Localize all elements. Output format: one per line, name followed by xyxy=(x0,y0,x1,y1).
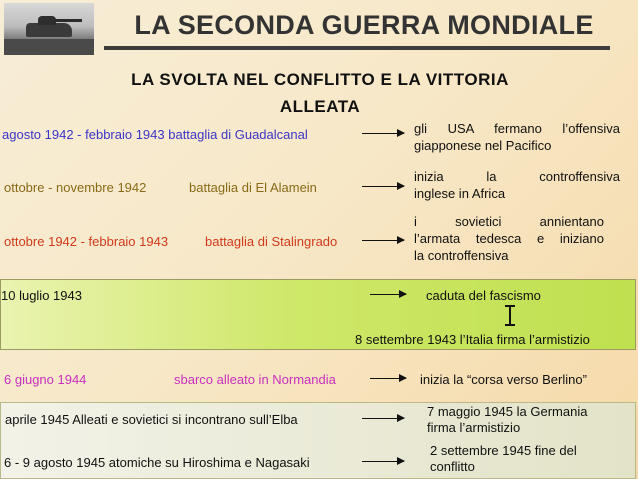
result-elba-line2: firma l’armistizio xyxy=(427,420,521,435)
arrow-guadalcanal xyxy=(362,133,404,134)
result-atomiche-line2: conflitto xyxy=(430,459,475,474)
subtitle-line-1: LA SVOLTA NEL CONFLITTO E LA VITTORIA xyxy=(131,70,509,89)
result-atomiche-line1: 2 settembre 1945 fine del xyxy=(430,443,577,458)
title-underline xyxy=(104,46,610,50)
event-atomiche: 6 - 9 agosto 1945 atomiche su Hiroshima e Nagasaki xyxy=(4,455,310,470)
event-guadalcanal: agosto 1942 - febbraio 1943 battaglia di Guadalcanal xyxy=(2,127,308,142)
result-stalingrado-line2: l’armata tedesca e iniziano xyxy=(414,231,604,246)
armistizio-italia: 8 settembre 1943 l’Italia firma l’armistizio xyxy=(355,332,590,347)
arrow-fascismo xyxy=(370,294,406,295)
page-title: LA SECONDA GUERRA MONDIALE xyxy=(134,10,594,40)
result-stalingrado-line1: i sovietici annientano xyxy=(414,214,604,229)
arrow-atomiche xyxy=(362,461,404,462)
result-normandia: inizia la “corsa verso Berlino” xyxy=(420,372,587,387)
event-normandia: sbarco alleato in Normandia xyxy=(174,372,336,387)
result-elba-line1: 7 maggio 1945 la Germania xyxy=(427,404,588,419)
battle-alamein: battaglia di El Alamein xyxy=(189,180,317,195)
connector-fascismo-armistizio xyxy=(509,305,511,326)
result-guadalcanal-line2: giapponese nel Pacifico xyxy=(414,138,552,153)
date-fascismo: 10 luglio 1943 xyxy=(1,288,82,303)
result-alamein-line2: inglese in Africa xyxy=(414,186,506,201)
result-guadalcanal-line1: gli USA fermano l’offensiva xyxy=(414,121,620,136)
result-stalingrado-line3: la controffensiva xyxy=(414,248,509,263)
date-normandia: 6 giugno 1944 xyxy=(4,372,87,387)
page-subtitle xyxy=(40,66,600,120)
result-fascismo: caduta del fascismo xyxy=(426,288,541,303)
arrow-elba xyxy=(362,418,404,419)
war-photo xyxy=(4,3,94,55)
arrow-normandia xyxy=(370,378,406,379)
battle-stalingrado: battaglia di Stalingrado xyxy=(205,234,338,249)
date-alamein: ottobre - novembre 1942 xyxy=(4,180,147,195)
event-elba: aprile 1945 Alleati e sovietici si incontrano sull’Elba xyxy=(5,412,298,427)
result-alamein-line1: inizia la controffensiva xyxy=(414,169,620,184)
date-stalingrado: ottobre 1942 - febbraio 1943 xyxy=(4,234,169,249)
arrow-alamein xyxy=(362,186,404,187)
subtitle-line-2: ALLEATA xyxy=(279,97,361,116)
arrow-stalingrado xyxy=(362,240,404,241)
